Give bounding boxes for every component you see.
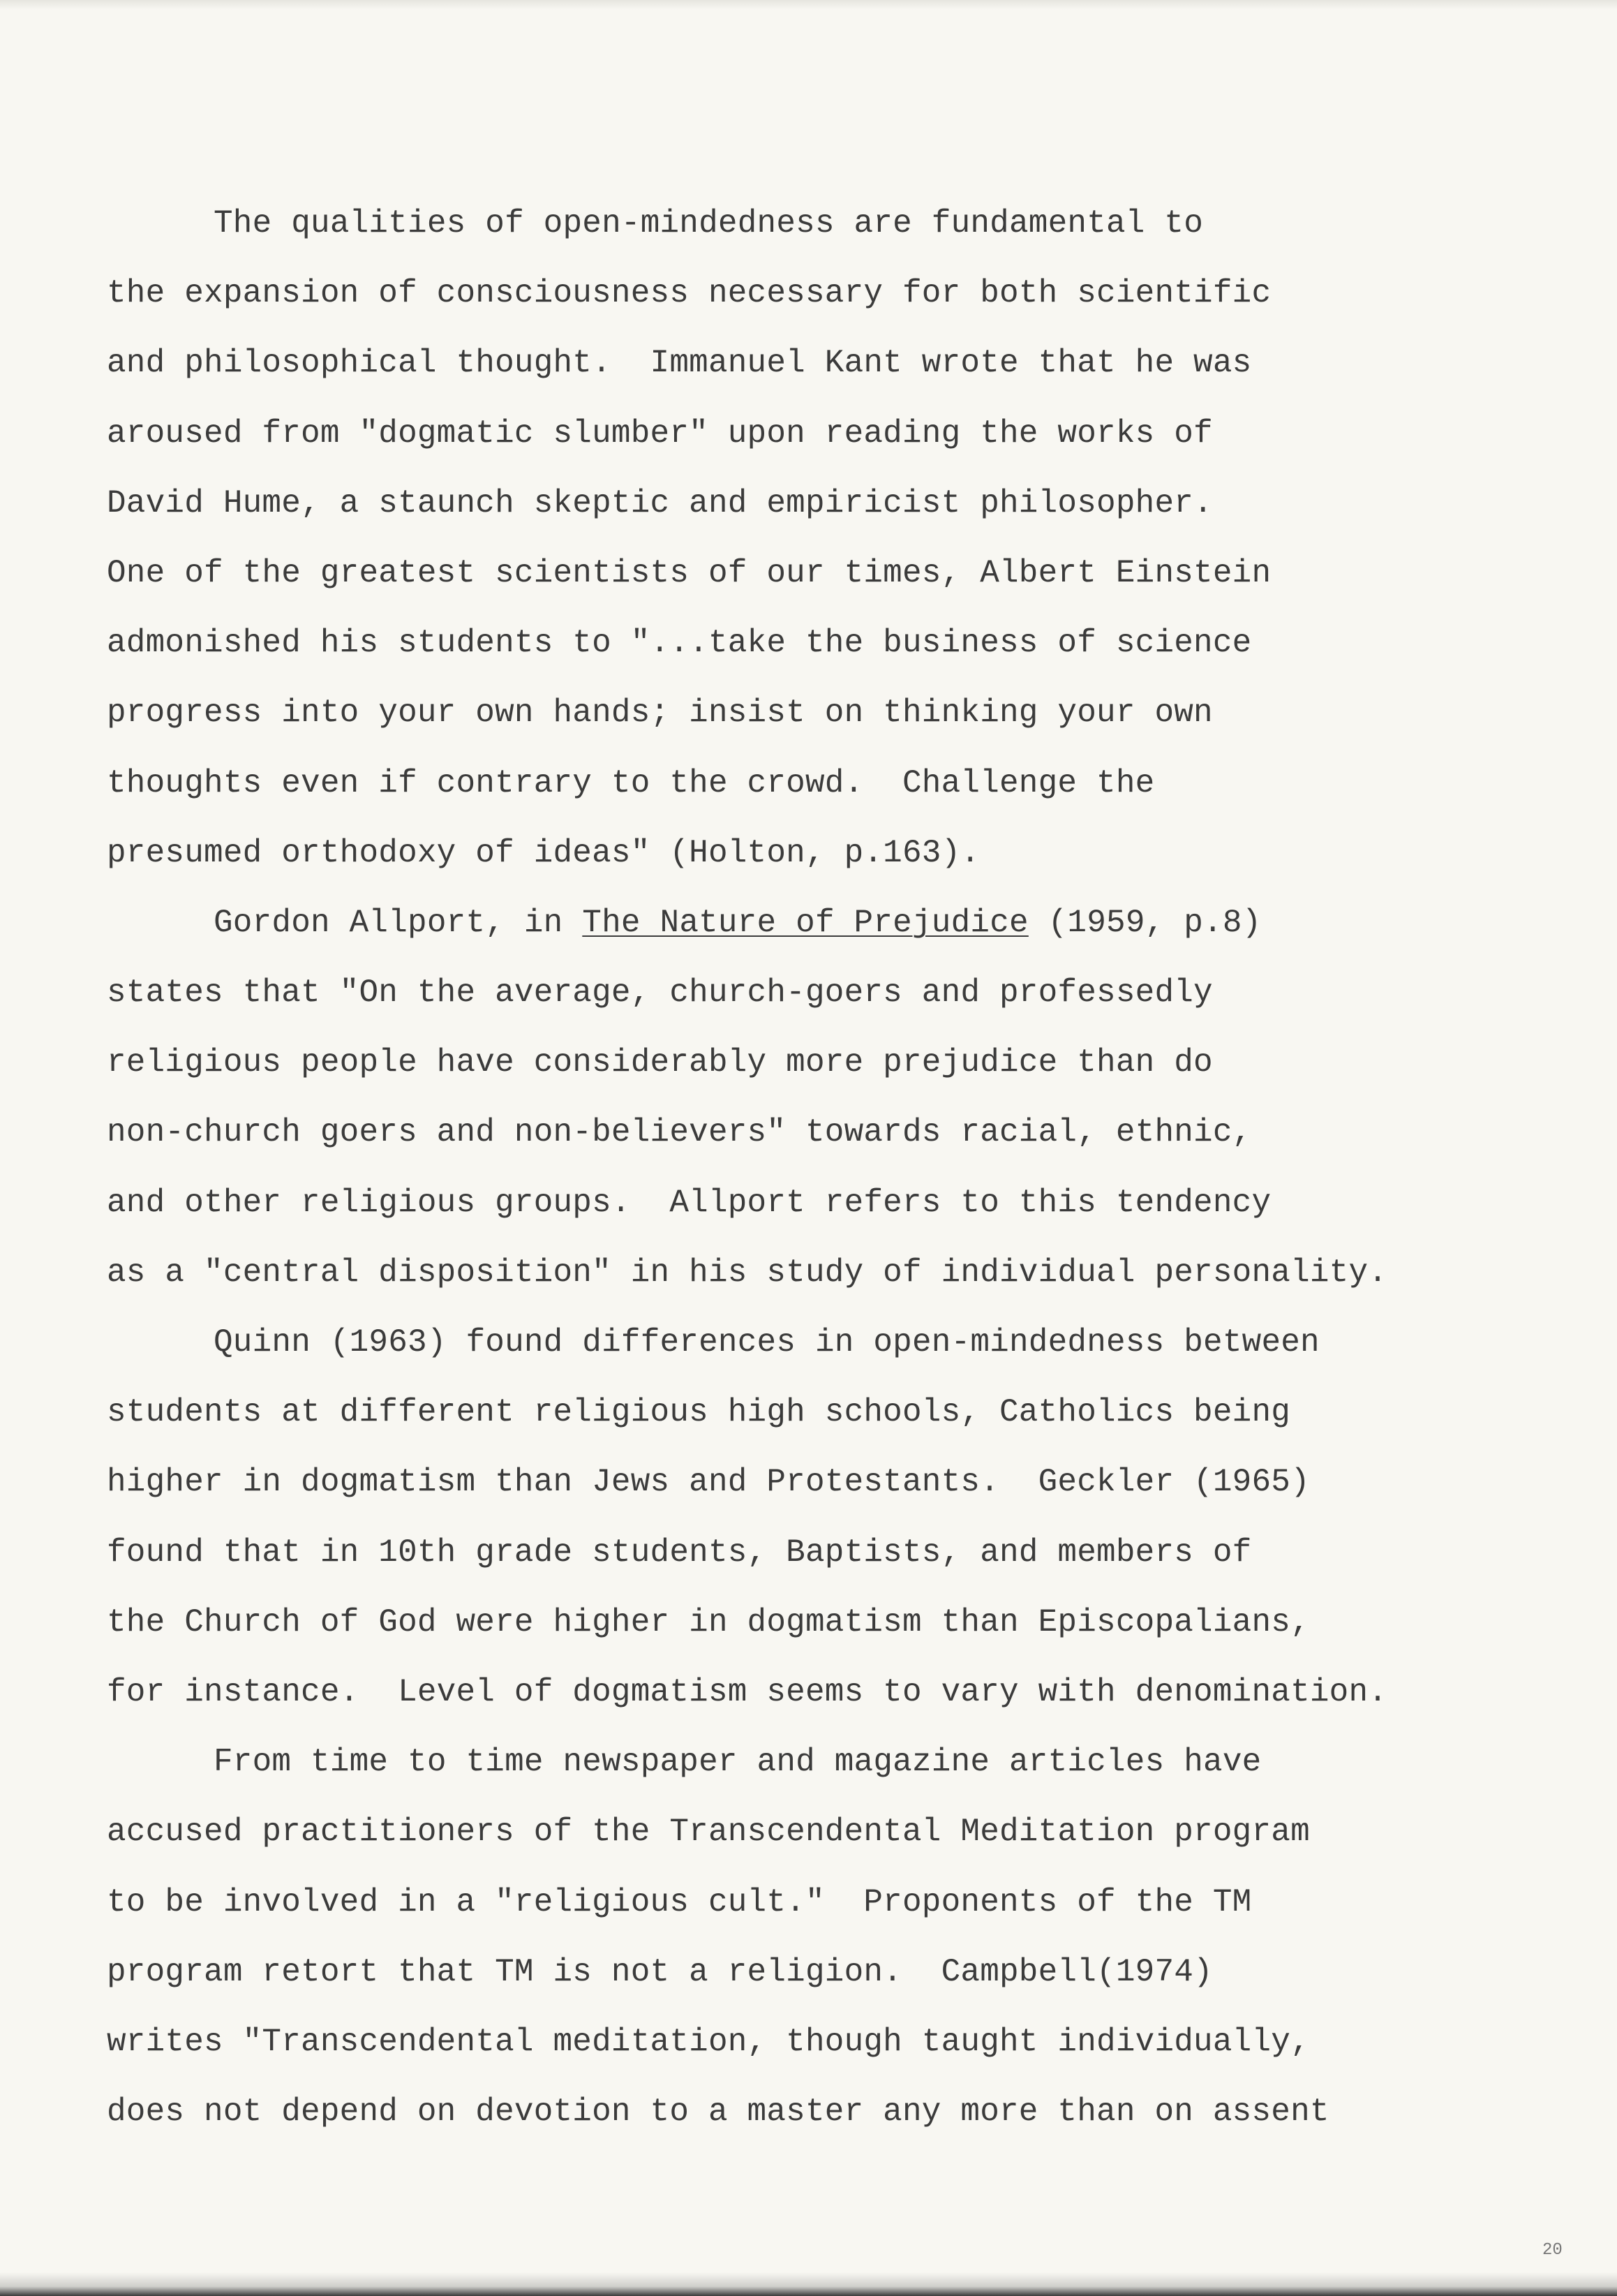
text-line: non-church goers and non-believers" towards racial, ethnic, xyxy=(107,1114,1252,1151)
text-line: One of the greatest scientists of our times, Albert Einstein xyxy=(107,554,1272,591)
text-line: thoughts even if contrary to the crowd. Challenge the xyxy=(107,764,1155,801)
text-segment: (1959, p.8) xyxy=(1028,904,1262,941)
text-line: The qualities of open-mindedness are fundamental to xyxy=(214,205,1204,242)
text-line-with-title xyxy=(107,888,1530,958)
text-line: presumed orthodoxy of ideas" (Holton, p.163). xyxy=(107,834,981,871)
text-line: and philosophical thought. Immanuel Kant wrote that he was xyxy=(107,345,1252,382)
text-line: and other religious groups. Allport refers to this tendency xyxy=(107,1184,1272,1221)
text-line: to be involved in a "religious cult." Proponents of the TM xyxy=(107,1883,1252,1920)
text-line: for instance. Level of dogmatism seems to vary with denomination. xyxy=(107,1673,1388,1710)
text-line: writes "Transcendental meditation, though taught individually, xyxy=(107,2023,1310,2060)
text-line: states that "On the average, church-goers and professedly xyxy=(107,975,1213,1012)
book-title: The Nature of Prejudice xyxy=(582,904,1029,941)
text-line: David Hume, a staunch skeptic and empiricist philosopher. xyxy=(107,484,1213,521)
body-text xyxy=(107,188,1530,2147)
text-line: program retort that TM is not a religion. Campbell(1974) xyxy=(107,1953,1213,1990)
page-number: 20 xyxy=(1542,2241,1563,2260)
text-line: students at different religious high schools, Catholics being xyxy=(107,1394,1291,1431)
text-line: admonished his students to "...take the business of science xyxy=(107,625,1252,662)
page-bottom-edge xyxy=(0,2272,1617,2296)
page-top-edge xyxy=(0,0,1617,10)
text-line: higher in dogmatism than Jews and Protestants. Geckler (1965) xyxy=(107,1464,1310,1501)
text-line: aroused from "dogmatic slumber" upon reading the works of xyxy=(107,415,1213,452)
text-segment: Gordon Allport, in xyxy=(214,904,583,941)
text-line: progress into your own hands; insist on thinking your own xyxy=(107,695,1213,732)
text-line: From time to time newspaper and magazine articles have xyxy=(214,1744,1262,1781)
text-line: found that in 10th grade students, Baptists, and members of xyxy=(107,1534,1252,1571)
text-line: religious people have considerably more prejudice than do xyxy=(107,1044,1213,1081)
text-line: the Church of God were higher in dogmatism than Episcopalians, xyxy=(107,1604,1310,1640)
text-line: the expansion of consciousness necessary for both scientific xyxy=(107,275,1272,312)
text-line: Quinn (1963) found differences in open-mindedness between xyxy=(214,1324,1320,1361)
text-line: does not depend on devotion to a master any more than on assent xyxy=(107,2094,1329,2131)
text-line: as a "central disposition" in his study of individual personality. xyxy=(107,1254,1388,1291)
text-line: accused practitioners of the Transcendental Meditation program xyxy=(107,1814,1310,1851)
